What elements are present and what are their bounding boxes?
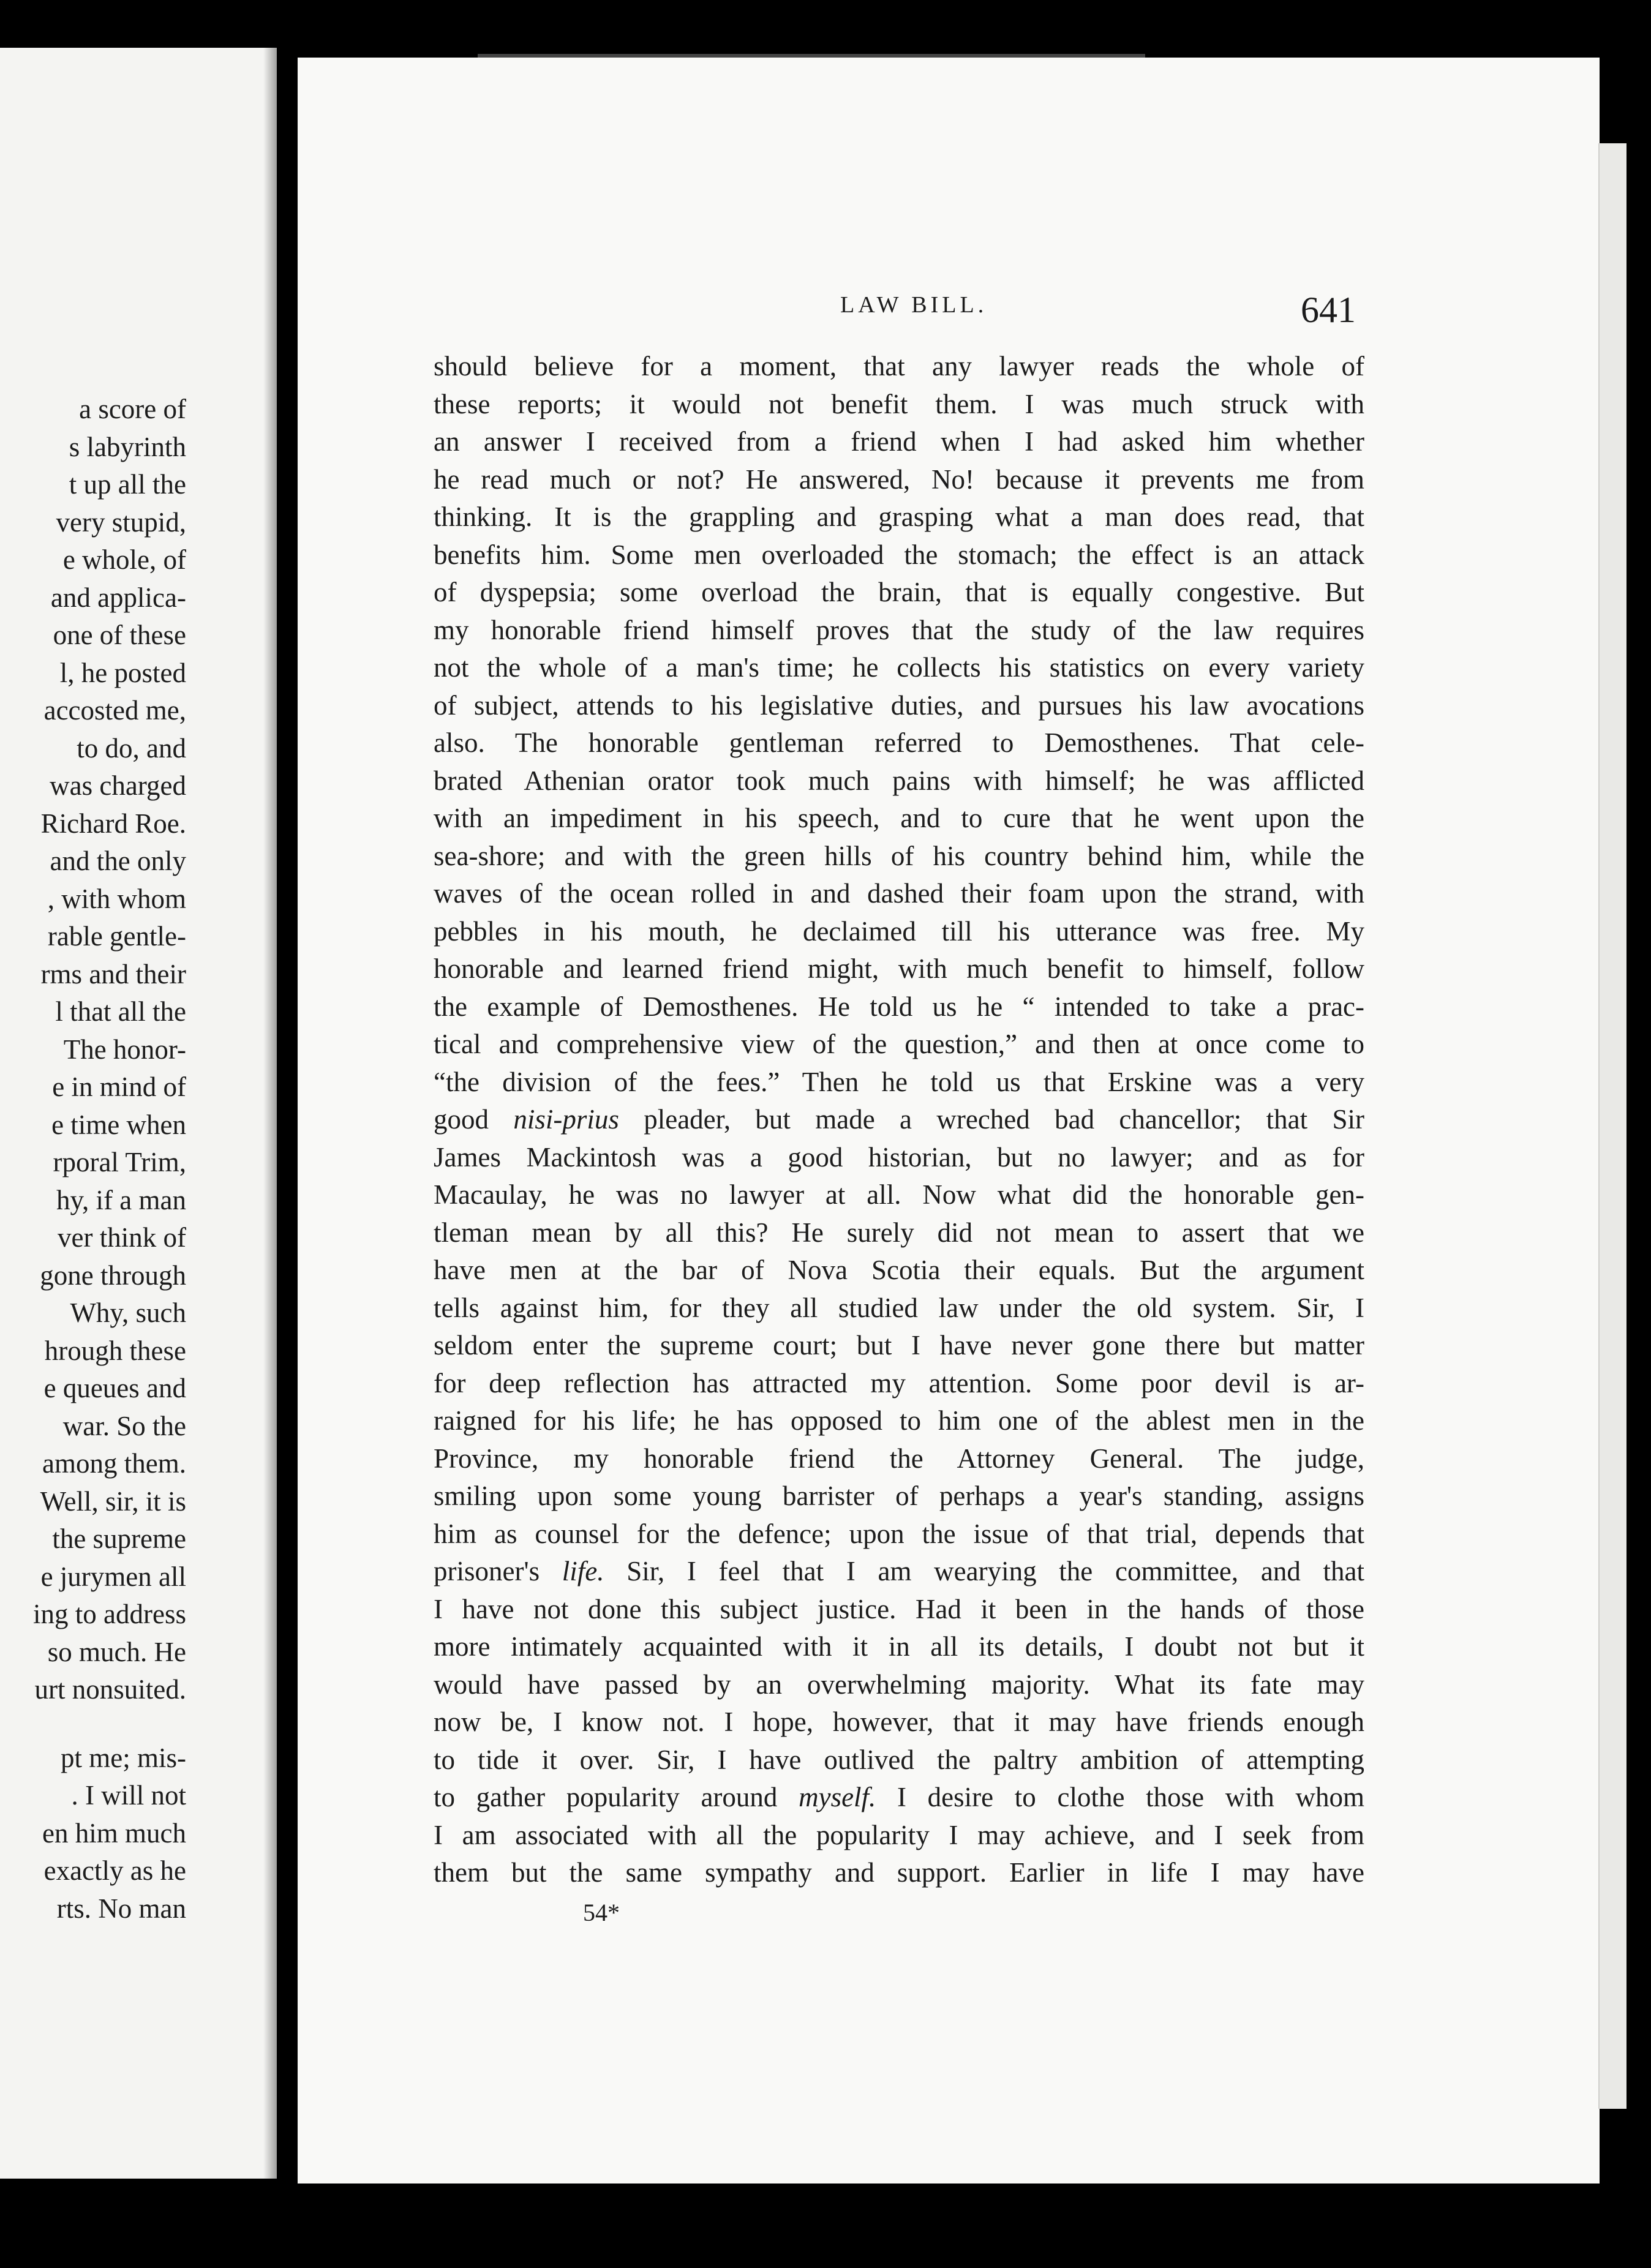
body-line: now be, I know not. I hope, however, that it may have friends enough — [434, 1707, 1364, 1737]
left-page-text — [0, 391, 186, 1928]
left-page-line: to do, and — [77, 732, 186, 764]
left-page-line: and the only — [50, 846, 186, 876]
body-line: good nisi-prius pleader, but made a wreched bad chancellor; that Sir — [434, 1104, 1364, 1135]
body-line: would have passed by an overwhelming majority. What its fate may — [434, 1669, 1364, 1700]
left-page-line: hy, if a man — [56, 1184, 186, 1215]
body-line: raigned for his life; he has opposed to him one of the ablest men in the — [434, 1405, 1364, 1436]
body-line: tells against him, for they all studied law under the old system. Sir, I — [434, 1292, 1364, 1323]
body-line: of subject, attends to his legislative duties, and pursues his law avocations — [434, 689, 1364, 721]
body-line: Province, my honorable friend the Attorney General. The judge, — [434, 1443, 1364, 1474]
page-number: 641 — [1301, 290, 1356, 330]
body-line: have men at the bar of Nova Scotia their equals. But the argument — [434, 1255, 1364, 1285]
body-line: him as counsel for the defence; upon the issue of that trial, depends that — [434, 1518, 1364, 1549]
left-page-line: e queues and — [43, 1373, 186, 1403]
left-page-line: Richard Roe. — [40, 808, 186, 839]
left-page-line: the supreme — [52, 1523, 186, 1554]
left-page-line: rable gentle- — [47, 921, 186, 952]
body-line: sea-shore; and with the green hills of his country behind him, while the — [434, 840, 1364, 871]
body-line: James Mackintosh was a good historian, but no lawyer; and as for — [434, 1141, 1364, 1173]
body-line: “the division of the fees.” Then he told us that Erskine was a very — [434, 1066, 1364, 1097]
left-page-line: e in mind of — [52, 1072, 186, 1102]
left-page-line: and applica- — [50, 582, 186, 613]
running-head: LAW BILL. — [840, 292, 988, 318]
body-line: smiling upon some young barrister of perhaps a year's standing, assigns — [434, 1481, 1364, 1511]
body-text — [434, 348, 1364, 1892]
body-line: honorable and learned friend might, with much benefit to himself, follow — [434, 953, 1364, 984]
left-page-line: . I will not — [71, 1780, 186, 1811]
body-line: more intimately acquainted with it in all its details, I doubt not but it — [434, 1631, 1364, 1662]
left-page-line: e time when — [51, 1109, 186, 1140]
left-page-line: gone through — [40, 1260, 186, 1291]
left-page-line: very stupid, — [56, 506, 186, 538]
body-line: of dyspepsia; some overload the brain, that is equally congestive. But — [434, 577, 1364, 607]
body-line: these reports; it would not benefit them. I was much struck with — [434, 388, 1364, 419]
left-page-line: urt nonsuited. — [34, 1674, 186, 1705]
left-page-line: t up all the — [69, 469, 186, 500]
left-page-line: was charged — [50, 770, 186, 801]
body-line: with an impediment in his speech, and to cure that he went upon the — [434, 803, 1364, 833]
left-page-line: s labyrinth — [69, 431, 186, 462]
body-line: not the whole of a man's time; he collects his statistics on every variety — [434, 652, 1364, 683]
body-line: prisoner's life. Sir, I feel that I am wearying the committee, and that — [434, 1556, 1364, 1586]
body-line: should believe for a moment, that any lawyer reads the whole of — [434, 351, 1364, 381]
body-line: I have not done this subject justice. Had it been in the hands of those — [434, 1593, 1364, 1624]
left-page-line: e jurymen all — [40, 1561, 186, 1592]
page-edge — [1598, 143, 1627, 2109]
left-page-line: a score of — [79, 394, 186, 424]
left-page-line: Why, such — [70, 1297, 186, 1328]
left-page-line: rms and their — [40, 958, 186, 989]
left-page-line: Well, sir, it is — [40, 1485, 186, 1517]
body-line: waves of the ocean rolled in and dashed their foam upon the strand, with — [434, 878, 1364, 909]
left-page-line: exactly as he — [43, 1855, 186, 1886]
body-line: pebbles in his mouth, he declaimed till his utterance was free. My — [434, 915, 1364, 947]
body-line: Macaulay, he was no lawyer at all. Now what did the honorable gen- — [434, 1179, 1364, 1210]
body-line: tical and comprehensive view of the question,” and then at once come to — [434, 1029, 1364, 1059]
left-page — [0, 48, 277, 2179]
left-page-line: pt me; mis- — [61, 1742, 186, 1773]
left-page-line: l that all the — [55, 996, 186, 1027]
left-page-line: rts. No man — [56, 1893, 186, 1924]
left-page-line: rporal Trim, — [53, 1147, 186, 1177]
body-line: I am associated with all the popularity I may achieve, and I seek from — [434, 1819, 1364, 1850]
left-page-line: accosted me, — [43, 695, 186, 726]
body-line: to gather popularity around myself. I desire to clothe those with whom — [434, 1782, 1364, 1812]
left-page-line: war. So the — [62, 1410, 186, 1441]
left-page-line: one of these — [53, 620, 186, 650]
gutter-shadow — [263, 48, 277, 2179]
signature-mark: 54* — [583, 1899, 620, 1926]
left-page-line: among them. — [42, 1448, 186, 1479]
left-page-line: ver think of — [58, 1222, 186, 1253]
body-line: my honorable friend himself proves that the study of the law requires — [434, 614, 1364, 645]
body-line: he read much or not? He answered, No! because it prevents me from — [434, 464, 1364, 495]
body-line: brated Athenian orator took much pains with himself; he was afflicted — [434, 765, 1364, 796]
body-line: to tide it over. Sir, I have outlived the paltry ambition of attempting — [434, 1744, 1364, 1775]
left-page-line: l, he posted — [59, 657, 186, 688]
body-line: an answer I received from a friend when I had asked him whether — [434, 426, 1364, 457]
body-line: seldom enter the supreme court; but I have never gone there but matter — [434, 1330, 1364, 1361]
left-page-line: en him much — [42, 1817, 186, 1849]
left-page-line: so much. He — [47, 1636, 186, 1667]
left-page-line: ing to address — [33, 1599, 186, 1629]
left-page-line: The honor- — [63, 1034, 186, 1065]
body-line: thinking. It is the grappling and grasping what a man does read, that — [434, 501, 1364, 532]
left-page-line: e whole, of — [62, 544, 186, 575]
body-line: also. The honorable gentleman referred to Demosthenes. That cele- — [434, 727, 1364, 758]
left-page-line — [0, 1709, 186, 1740]
body-line: for deep reflection has attracted my attention. Some poor devil is ar- — [434, 1367, 1364, 1399]
body-line: tleman mean by all this? He surely did not mean to assert that we — [434, 1217, 1364, 1248]
body-line: benefits him. Some men overloaded the stomach; the effect is an attack — [434, 539, 1364, 570]
body-line: the example of Demosthenes. He told us he “ intended to take a prac- — [434, 991, 1364, 1022]
body-line: them but the same sympathy and support. Earlier in life I may have — [434, 1857, 1364, 1888]
left-page-line: , with whom — [47, 883, 186, 914]
left-page-line: hrough these — [44, 1335, 186, 1366]
